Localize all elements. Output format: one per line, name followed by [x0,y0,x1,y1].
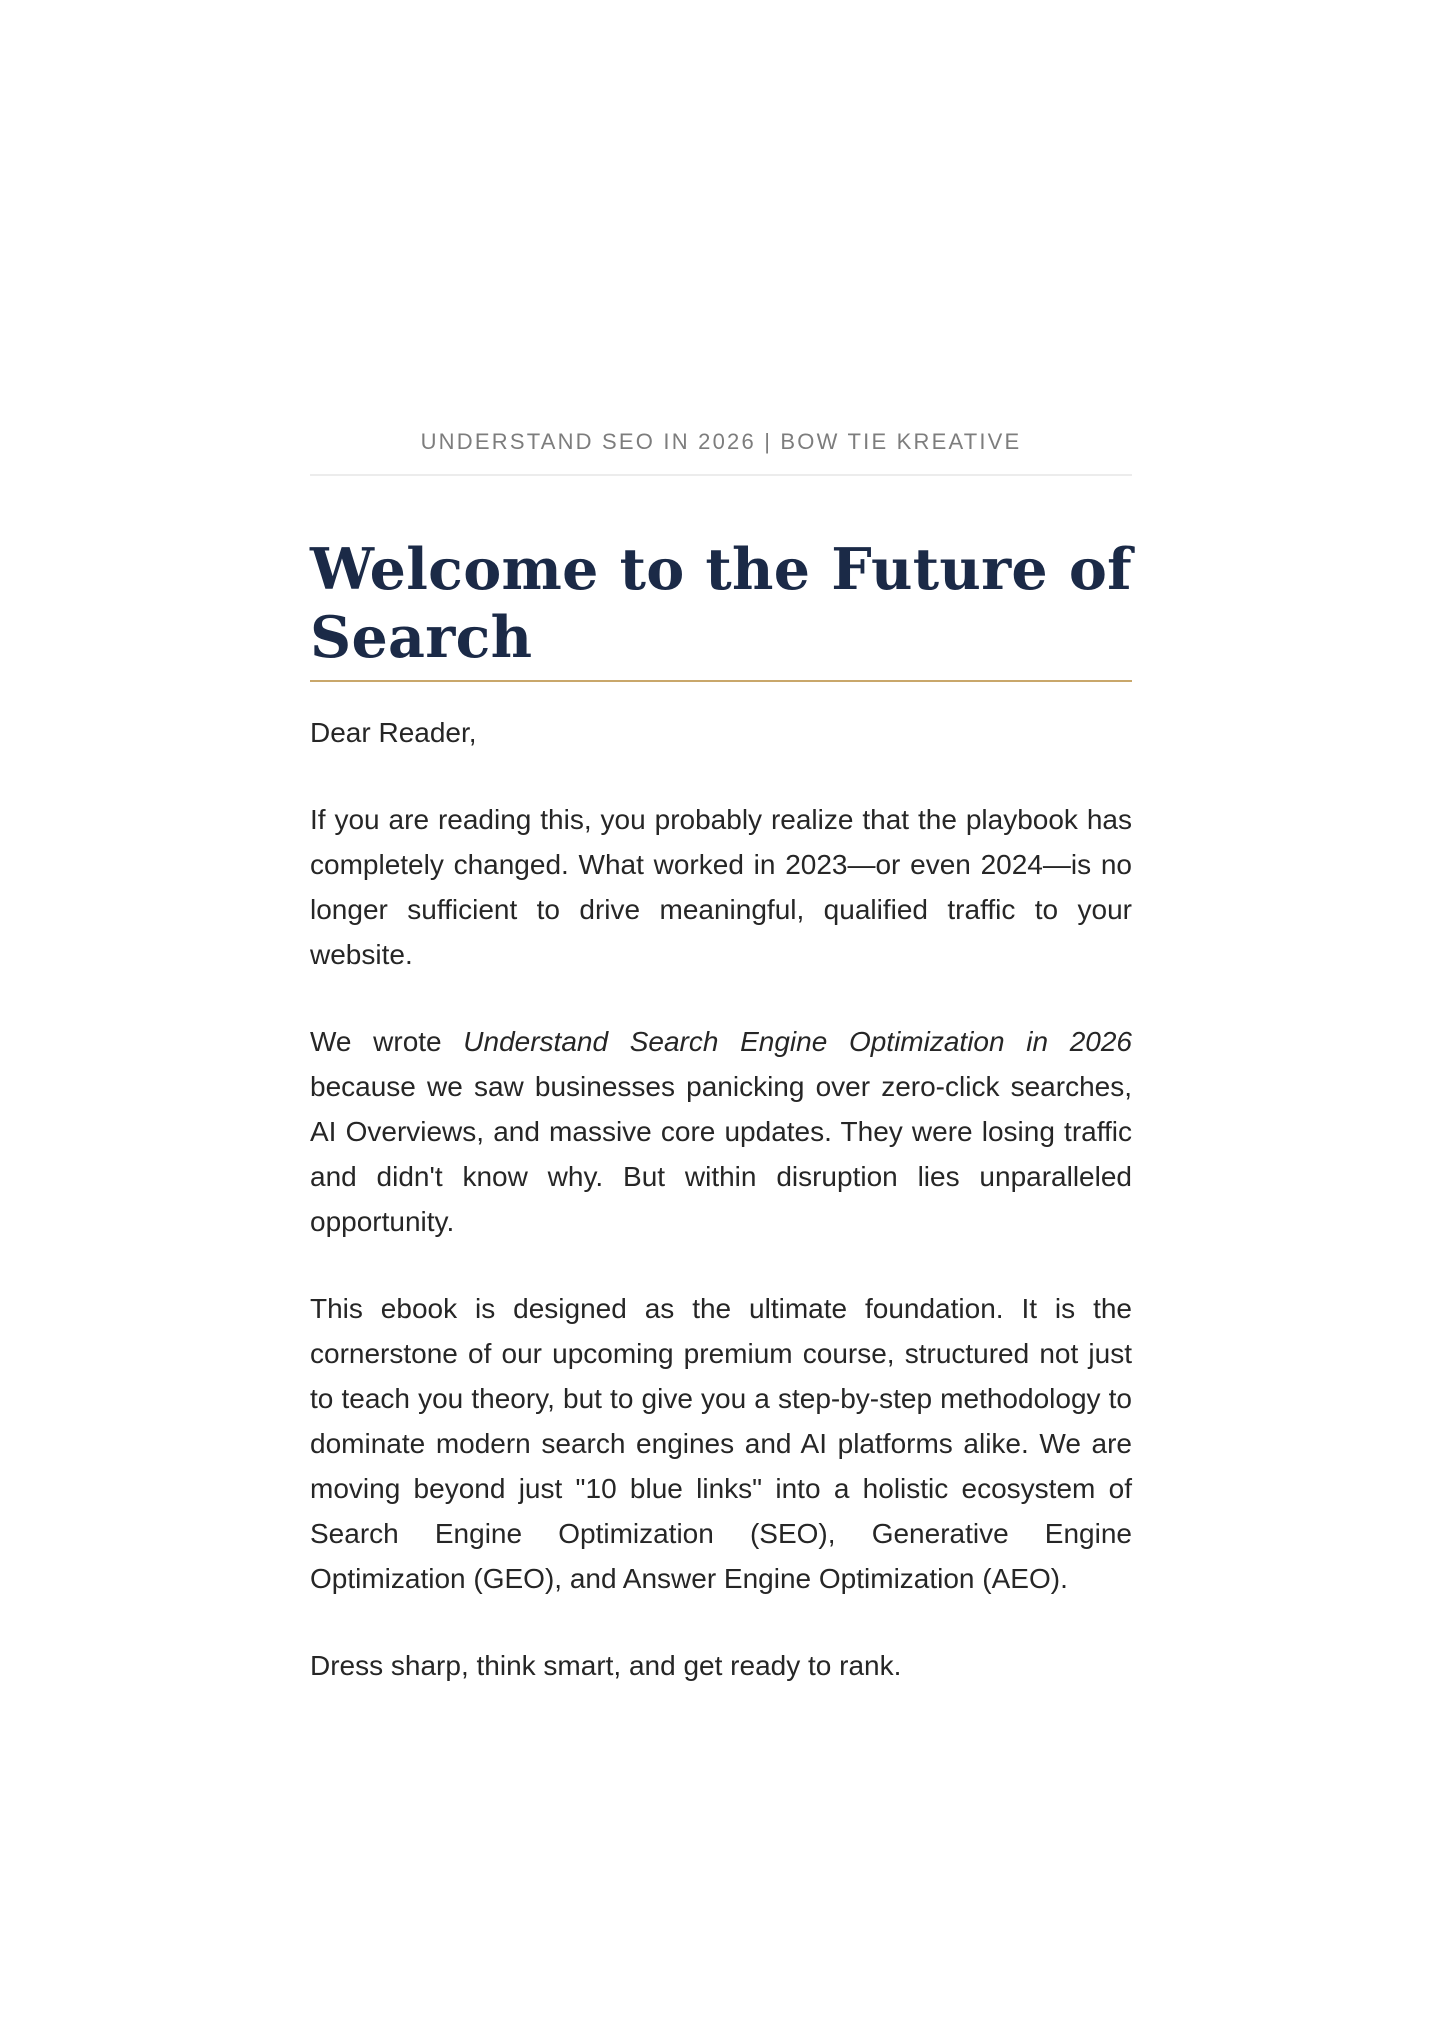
paragraph-prefix: We wrote [310,1026,464,1057]
paragraph-ebook-purpose: This ebook is designed as the ultimate foundation. It is the cornerstone of our upcoming premium course, structured not just to teach you theory, but to give you a step-by-step methodology to dominate modern search engines and AI platforms alike. We are moving beyond just "10 blue links" into a holistic ecosystem of Search Engine Optimization (SEO), Generative Engine Optimization (GEO), and Answer Engine Optimization (AEO). [310,1293,1132,1594]
running-header: UNDERSTAND SEO IN 2026 | BOW TIE KREATIVE [420,429,1022,454]
closing-line: Dress sharp, think smart, and get ready to rank. [310,1650,902,1681]
document-page [310,0,1132,1688]
page-title: Welcome to the Future of Search [310,536,1132,671]
paragraph-intro: If you are reading this, you probably realize that the playbook has completely changed. What worked in 2023—or even 2024—is no longer sufficient to drive meaningful, qualified traffic to your website. [310,804,1132,970]
title-underline [310,680,1132,682]
paragraph-suffix: because we saw businesses panicking over zero-click searches, AI Overviews, and massive core updates. They were losing traffic and didn't know why. But within disruption lies unparalleled opportunity. [310,1071,1132,1237]
book-title: Understand Search Engine Optimization in 2026 [463,1026,1132,1057]
header-divider [310,474,1132,476]
paragraph-why-we-wrote [310,1019,1132,1244]
salutation: Dear Reader, [310,717,477,748]
